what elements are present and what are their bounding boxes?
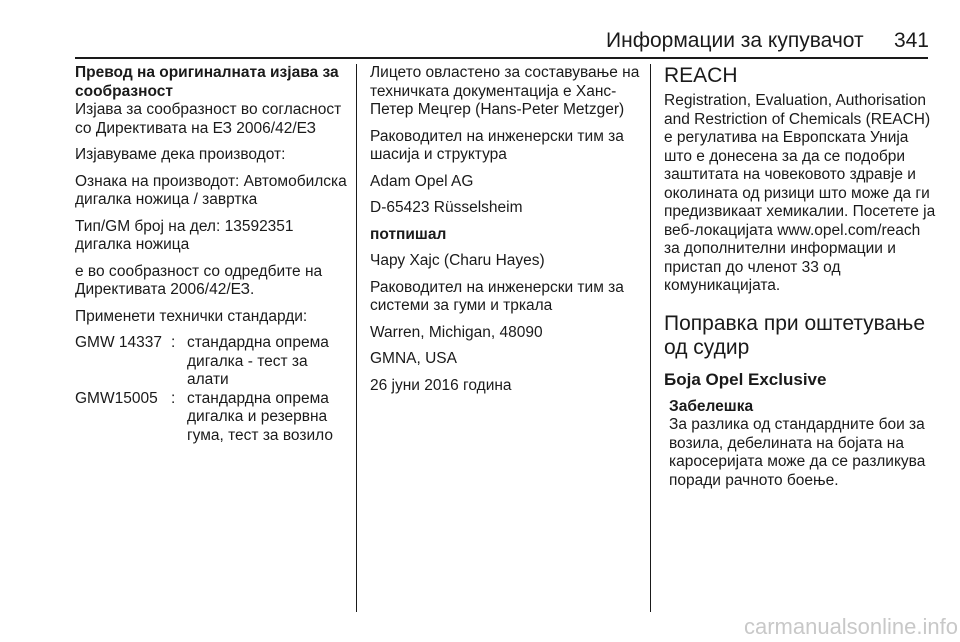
spec-row: [75, 334, 347, 390]
page-number: 341: [893, 29, 929, 52]
spec-separator: :: [171, 389, 176, 407]
section-title: REACH: [664, 64, 738, 87]
paragraph: Чару Хајс (Charu Hayes): [370, 252, 545, 269]
section-heading: Превод на оригиналната изјава за сообразност: [75, 64, 339, 100]
paragraph: 26 јуни 2016 година: [370, 376, 512, 394]
section-heading: Поправка при оштетување од судир: [664, 311, 926, 359]
paragraph: Применети технички стандарди:: [75, 307, 308, 325]
spec-separator: :: [171, 334, 176, 351]
paragraph: D-65423 Rüsselsheim: [370, 199, 523, 216]
paragraph: Adam Opel AG: [370, 172, 474, 190]
paragraph: Раководител на инженерски тим за шасија и структура: [370, 127, 624, 163]
paragraph: Ознака на производот: Автомобилска дигалка ножица / завртка: [75, 172, 347, 208]
paragraph: Тип/GM број на дел: 13592351 дигалка ножица: [75, 217, 294, 253]
paragraph: е во сообразност со одредбите на Директивата 2006/42/ЕЗ.: [75, 262, 323, 298]
column-3: [664, 64, 939, 490]
spec-code: GMW 14337: [75, 334, 163, 351]
spec-row: [75, 390, 347, 446]
paragraph: Лицето овластено за составување на техничката документација е Ханс-Петер Мецгер (Hans-Peter Metzger): [370, 64, 640, 118]
column-2: [370, 64, 640, 403]
note-label: Забелешка: [669, 397, 754, 415]
paragraph: Изјава за сообразност во согласност со Директивата на ЕЗ 2006/42/ЕЗ: [75, 101, 342, 137]
subsection-heading: Боја Opel Exclusive: [664, 369, 827, 389]
signed-label: потпишал: [370, 225, 447, 243]
paragraph: Warren, Michigan, 48090: [370, 323, 543, 341]
paragraph: Registration, Evaluation, Authorisation and Restriction of Chemicals (REACH) е регулатива на Европската Унија што е донесена за да се подобри заштитата на човековото здравје и околината од ризици што може да ги предизвикаат хемикалии. Посетете ја веб-локацијата www.opel.com/reach за дополнителни информации и пристап до членот 33 од комуникацијата.: [664, 92, 936, 294]
note-block: [669, 398, 939, 491]
spec-description: стандардна опрема дигалка и резервна гума, тест за возило: [187, 389, 333, 444]
header-divider: [75, 57, 928, 59]
spec-code: GMW15005: [75, 389, 158, 407]
paragraph: Изјавуваме дека производот:: [75, 146, 286, 163]
page-title: Информации за купувачот: [606, 29, 864, 52]
spec-description: стандардна опрема дигалка - тест за алати: [187, 334, 329, 388]
paragraph: Раководител на инженерски тим за системи за гуми и тркала: [370, 278, 624, 314]
column-divider: [356, 64, 357, 612]
paragraph: GMNA, USA: [370, 350, 457, 367]
column-divider: [650, 64, 651, 612]
watermark: carmanualsonline.info: [743, 614, 958, 639]
note-text: За разлика од стандардните бои за возила, дебелината на бојата на каросеријата може да се разликува поради рачното боење.: [669, 416, 926, 489]
column-1: [75, 64, 347, 445]
